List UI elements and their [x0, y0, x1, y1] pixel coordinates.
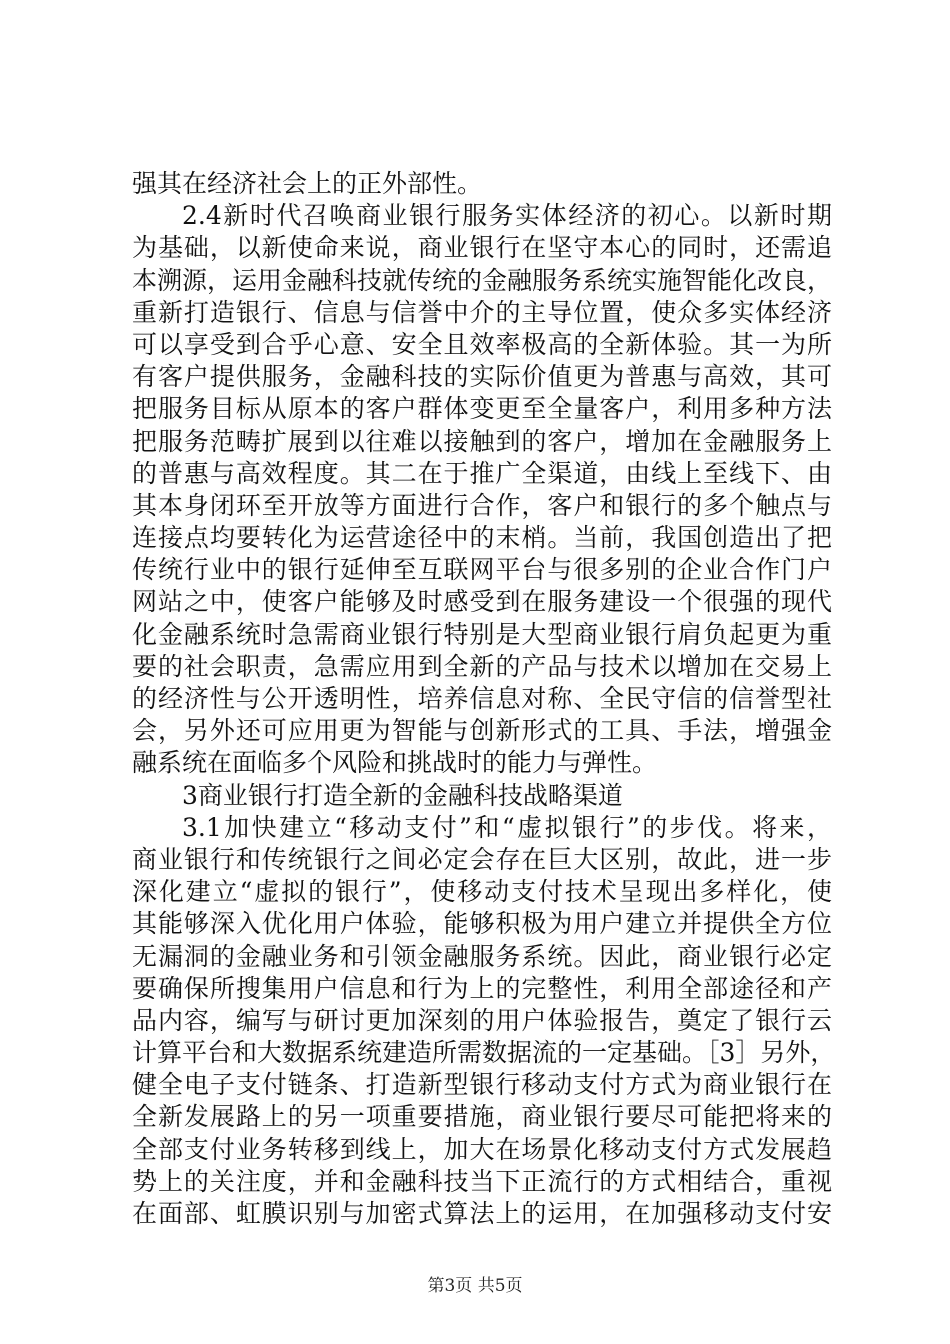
text-line: 计算平台和大数据系统建造所需数据流的一定基础。［3］另外，	[132, 1038, 836, 1068]
text-line: 在面部、虹膜识别与加密式算法上的运用，在加强移动支付安	[132, 1199, 832, 1228]
text-line: 为基础，以新使命来说，商业银行在坚守本心的同时，还需追	[132, 233, 832, 263]
text-line: 2.4新时代召唤商业银行服务实体经济的初心。以新时期	[182, 201, 832, 231]
text-line: 网站之中，使客户能够及时感受到在服务建设一个很强的现代	[132, 587, 832, 617]
text-line: 重新打造银行、信息与信誉中介的主导位置，使众多实体经济	[132, 297, 832, 327]
text-line: 无漏洞的金融业务和引领金融服务系统。因此，商业银行必定	[132, 941, 832, 971]
text-line: 要的社会职责，急需应用到全新的产品与技术以增加在交易上	[132, 651, 832, 681]
text-line: 会，另外还可应用更为智能与创新形式的工具、手法，增强金	[132, 716, 832, 746]
text-line: 可以享受到合乎心意、安全且效率极高的全新体验。其一为所	[132, 329, 832, 359]
text-line: 深化建立“虚拟的银行”，使移动支付技术呈现出多样化，使	[132, 877, 832, 907]
text-line: 品内容，编写与研讨更加深刻的用户体验报告，奠定了银行云	[132, 1005, 832, 1035]
text-line: 要确保所搜集用户信息和行为上的完整性，利用全部途径和产	[132, 973, 832, 1003]
text-line: 全部支付业务转移到线上，加大在场景化移动支付方式发展趋	[132, 1134, 832, 1164]
text-line: 其能够深入优化用户体验，能够积极为用户建立并提供全方位	[132, 909, 832, 939]
text-line: 健全电子支付链条、打造新型银行移动支付方式为商业银行在	[132, 1070, 832, 1100]
text-line: 其本身闭环至开放等方面进行合作，客户和银行的多个触点与	[132, 490, 832, 520]
text-line: 融系统在面临多个风险和挑战时的能力与弹性。	[132, 748, 658, 778]
text-line: 有客户提供服务，金融科技的实际价值更为普惠与高效，其可	[132, 362, 832, 392]
text-line: 势上的关注度，并和金融科技当下正流行的方式相结合，重视	[132, 1166, 832, 1196]
text-line: 连接点均要转化为运营途径中的末梢。当前，我国创造出了把	[132, 523, 832, 553]
text-line: 的经济性与公开透明性，培养信息对称、全民守信的信誉型社	[132, 684, 832, 713]
text-line: 3商业银行打造全新的金融科技战略渠道	[182, 780, 623, 810]
text-line: 本溯源，运用金融科技就传统的金融服务系统实施智能化改良，	[132, 265, 833, 295]
page-footer: 第3页 共5页	[427, 1276, 523, 1296]
text-line: 商业银行和传统银行之间必定会存在巨大区别，故此，进一步	[132, 844, 832, 874]
text-line: 全新发展路上的另一项重要措施，商业银行要尽可能把将来的	[132, 1102, 832, 1132]
body-text	[132, 168, 836, 1230]
text-line: 把服务目标从原本的客户群体变更至全量客户，利用多种方法	[132, 394, 832, 424]
text-line: 化金融系统时急需商业银行特别是大型商业银行肩负起更为重	[132, 619, 832, 649]
text-line: 强其在经济社会上的正外部性。	[132, 169, 483, 198]
text-line: 传统行业中的银行延伸至互联网平台与很多别的企业合作门户	[132, 555, 832, 585]
text-line: 把服务范畴扩展到以往难以接触到的客户，增加在金融服务上	[132, 426, 832, 456]
text-line: 3.1加快建立“移动支付”和“虚拟银行”的步伐。将来，	[182, 812, 832, 842]
text-line: 的普惠与高效程度。其二在于推广全渠道，由线上至线下、由	[132, 458, 832, 488]
